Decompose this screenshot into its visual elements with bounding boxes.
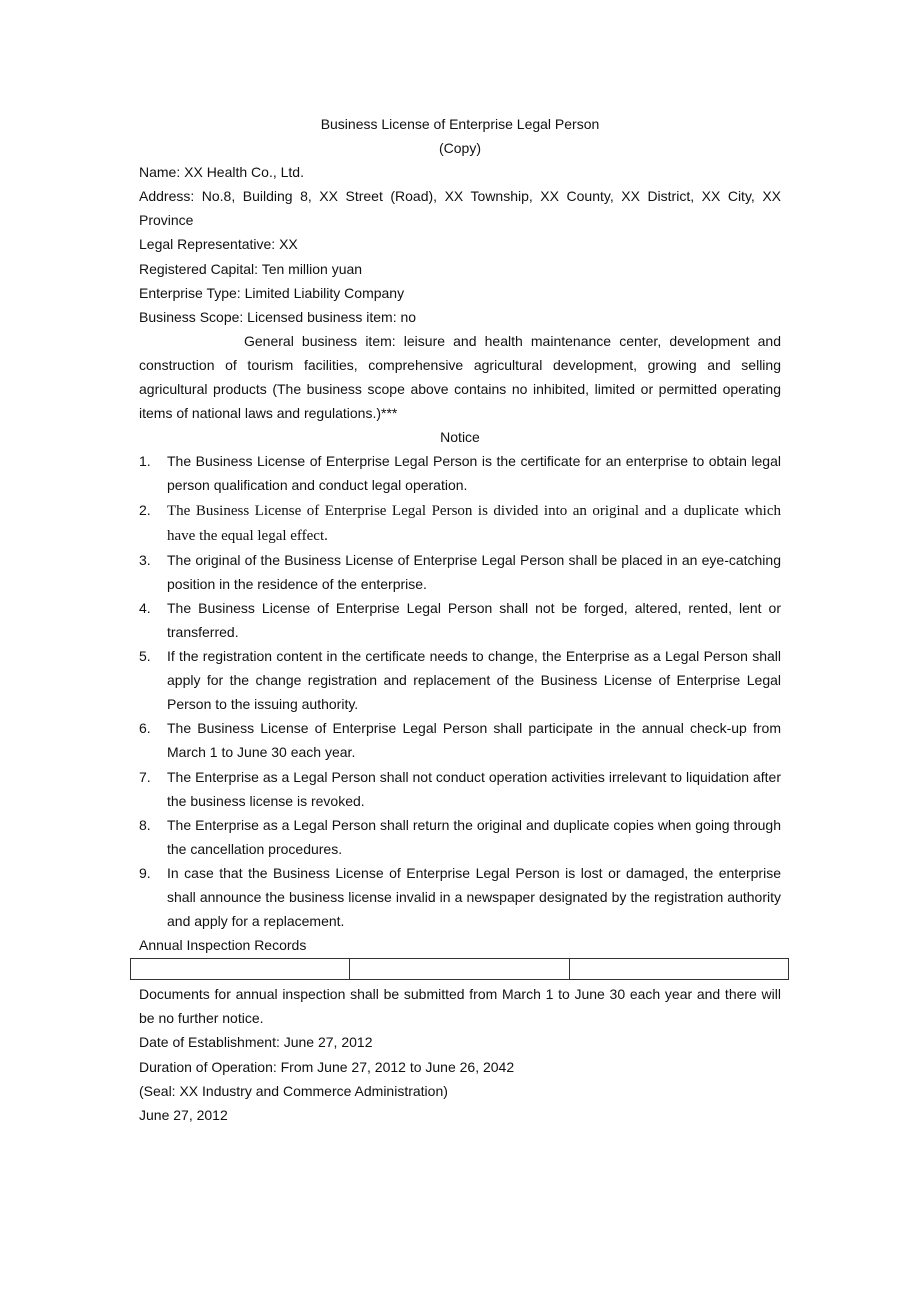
notice-text: The original of the Business License of Enterprise Legal Person shall be placed in an eye-catching position in the residence of the enterprise. xyxy=(167,551,781,592)
notice-number: 8. xyxy=(139,816,151,833)
notice-item xyxy=(139,596,781,644)
documents-note: Documents for annual inspection shall be submitted from March 1 to June 30 each year and there will be no further notice. xyxy=(139,986,781,1027)
notice-text: The Business License of Enterprise Legal Person is divided into an original and a duplicate which have the equal legal effect. xyxy=(167,502,781,544)
notice-text: The Enterprise as a Legal Person shall return the original and duplicate copies when going through the cancellation procedures. xyxy=(167,816,781,857)
notice-number: 2. xyxy=(139,501,151,518)
notice-text: The Business License of Enterprise Legal Person is the certificate for an enterprise to obtain legal person qualification and conduct legal operation. xyxy=(167,453,781,494)
inspection-cell xyxy=(570,959,788,979)
field-legal-representative: Legal Representative: XX xyxy=(139,236,298,253)
notice-heading: Notice xyxy=(440,429,480,446)
annual-inspection-table xyxy=(130,958,789,980)
notice-item xyxy=(139,861,781,933)
field-registered-capital: Registered Capital: Ten million yuan xyxy=(139,260,363,277)
field-general-business: General business item: leisure and health maintenance center, development and construction of tourism facilities, comprehensive agricultural development, growing and selling agricultural products (The business scope above contains no inhibited, limited or permitted operating items of national laws and regulations.)*** xyxy=(139,332,781,422)
notice-number: 9. xyxy=(139,864,151,881)
notice-item xyxy=(139,813,781,861)
notice-text: The Business License of Enterprise Legal Person shall participate in the annual check-up from March 1 to June 30 each year. xyxy=(167,720,781,761)
notice-text: If the registration content in the certificate needs to change, the Enterprise as a Legal Person shall apply for the change registration and replacement of the Business License of Enterprise Legal Person to the issuing authority. xyxy=(167,648,781,713)
notice-number: 6. xyxy=(139,720,151,737)
field-enterprise-type: Enterprise Type: Limited Liability Company xyxy=(139,284,405,301)
notice-item xyxy=(139,644,781,716)
annual-inspection-heading: Annual Inspection Records xyxy=(139,937,307,954)
field-address: Address: No.8, Building 8, XX Street (Road), XX Township, XX County, XX District, XX City, XX Province xyxy=(139,188,781,229)
document-subtitle: (Copy) xyxy=(438,140,481,157)
document-title: Business License of Enterprise Legal Person xyxy=(320,116,600,132)
notice-text: In case that the Business License of Enterprise Legal Person is lost or damaged, the enterprise shall announce the business license invalid in a newspaper designated by the registration authority and apply for a replacement. xyxy=(167,864,781,930)
inspection-cell xyxy=(131,959,350,979)
date-of-establishment: Date of Establishment: June 27, 2012 xyxy=(139,1034,373,1051)
seal-text: (Seal: XX Industry and Commerce Administration) xyxy=(139,1082,448,1099)
notice-item xyxy=(139,716,781,764)
notice-item xyxy=(139,548,781,596)
license-document xyxy=(139,112,781,1127)
notice-number: 7. xyxy=(139,768,151,785)
notice-text: The Business License of Enterprise Legal Person shall not be forged, altered, rented, lent or transferred. xyxy=(167,599,781,640)
notice-number: 1. xyxy=(139,453,151,470)
notice-item xyxy=(139,498,781,548)
notice-item xyxy=(139,449,781,497)
notice-number: 5. xyxy=(139,648,151,665)
notice-number: 4. xyxy=(139,599,151,616)
field-business-scope: Business Scope: Licensed business item: no xyxy=(139,308,417,325)
notice-text: The Enterprise as a Legal Person shall not conduct operation activities irrelevant to liquidation after the business license is revoked. xyxy=(167,768,781,809)
issue-date: June 27, 2012 xyxy=(139,1106,228,1123)
inspection-cell xyxy=(350,959,569,979)
field-name: Name: XX Health Co., Ltd. xyxy=(139,164,304,181)
notice-list xyxy=(139,449,781,933)
duration-of-operation: Duration of Operation: From June 27, 2012 to June 26, 2042 xyxy=(139,1058,515,1075)
notice-item xyxy=(139,765,781,813)
notice-number: 3. xyxy=(139,551,151,568)
